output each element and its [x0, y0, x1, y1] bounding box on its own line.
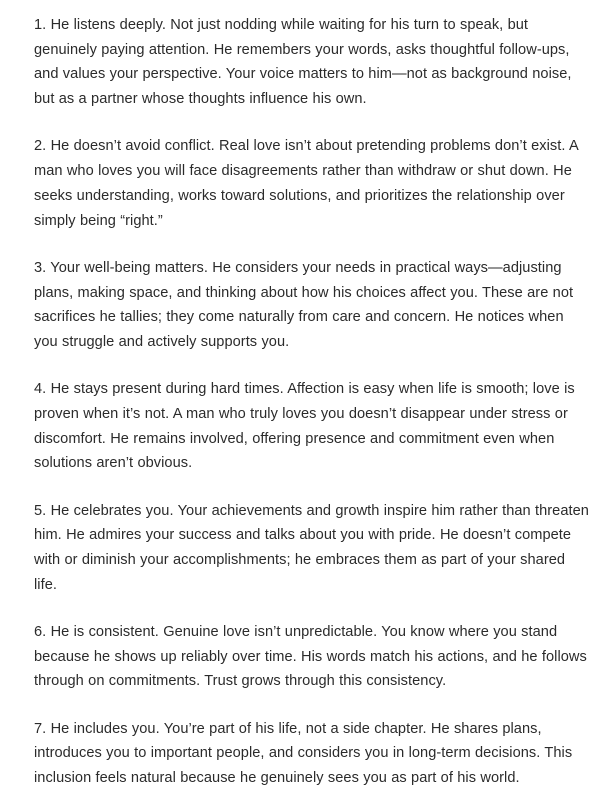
paragraph-avoid-conflict: 2. He doesn’t avoid conflict. Real love isn’t about pretending problems don’t exist. A man who loves you will face disagreements rather than withdraw or shut down. He seeks understanding, works toward solutions, and prioritizes the relationship over simply being “right.”: [34, 138, 578, 229]
paragraph-well-being: 3. Your well-being matters. He considers your needs in practical ways—adjusting plans, making space, and thinking about how his choices affect you. These are not sacrifices he tallies; they come naturally from care and concern. He notices when you struggle and actively supports you.: [34, 259, 574, 350]
paragraph-listens-deeply: 1. He listens deeply. Not just nodding while waiting for his turn to speak, but genuinely paying attention. He remembers your words, asks thoughtful follow-ups, and values your perspective. Your voice matters to him—not as background noise, but as a partner whose thoughts influence his own.: [34, 17, 572, 108]
paragraph-hard-times: 4. He stays present during hard times. Affection is easy when life is smooth; love is proven when it’s not. A man who truly loves you doesn’t disappear under stress or discomfort. He remains involved, offering presence and commitment even when solutions aren’t obvious.: [34, 381, 575, 472]
paragraph-celebrates-you: 5. He celebrates you. Your achievements and growth inspire him rather than threaten him. He admires your success and talks about you with pride. He doesn’t compete with or diminish your accomplishments; he embraces them as part of your shared life.: [34, 502, 589, 593]
paragraph-consistent: 6. He is consistent. Genuine love isn’t unpredictable. You know where you stand because he shows up reliably over time. His words match his actions, and he follows through on commitments. Trust grows through this consistency.: [34, 624, 587, 690]
paragraph-includes-you: 7. He includes you. You’re part of his life, not a side chapter. He shares plans, introduces you to important people, and considers you in long-term decisions. This inclusion feels natural because he genuinely sees you as part of his world.: [34, 720, 573, 787]
